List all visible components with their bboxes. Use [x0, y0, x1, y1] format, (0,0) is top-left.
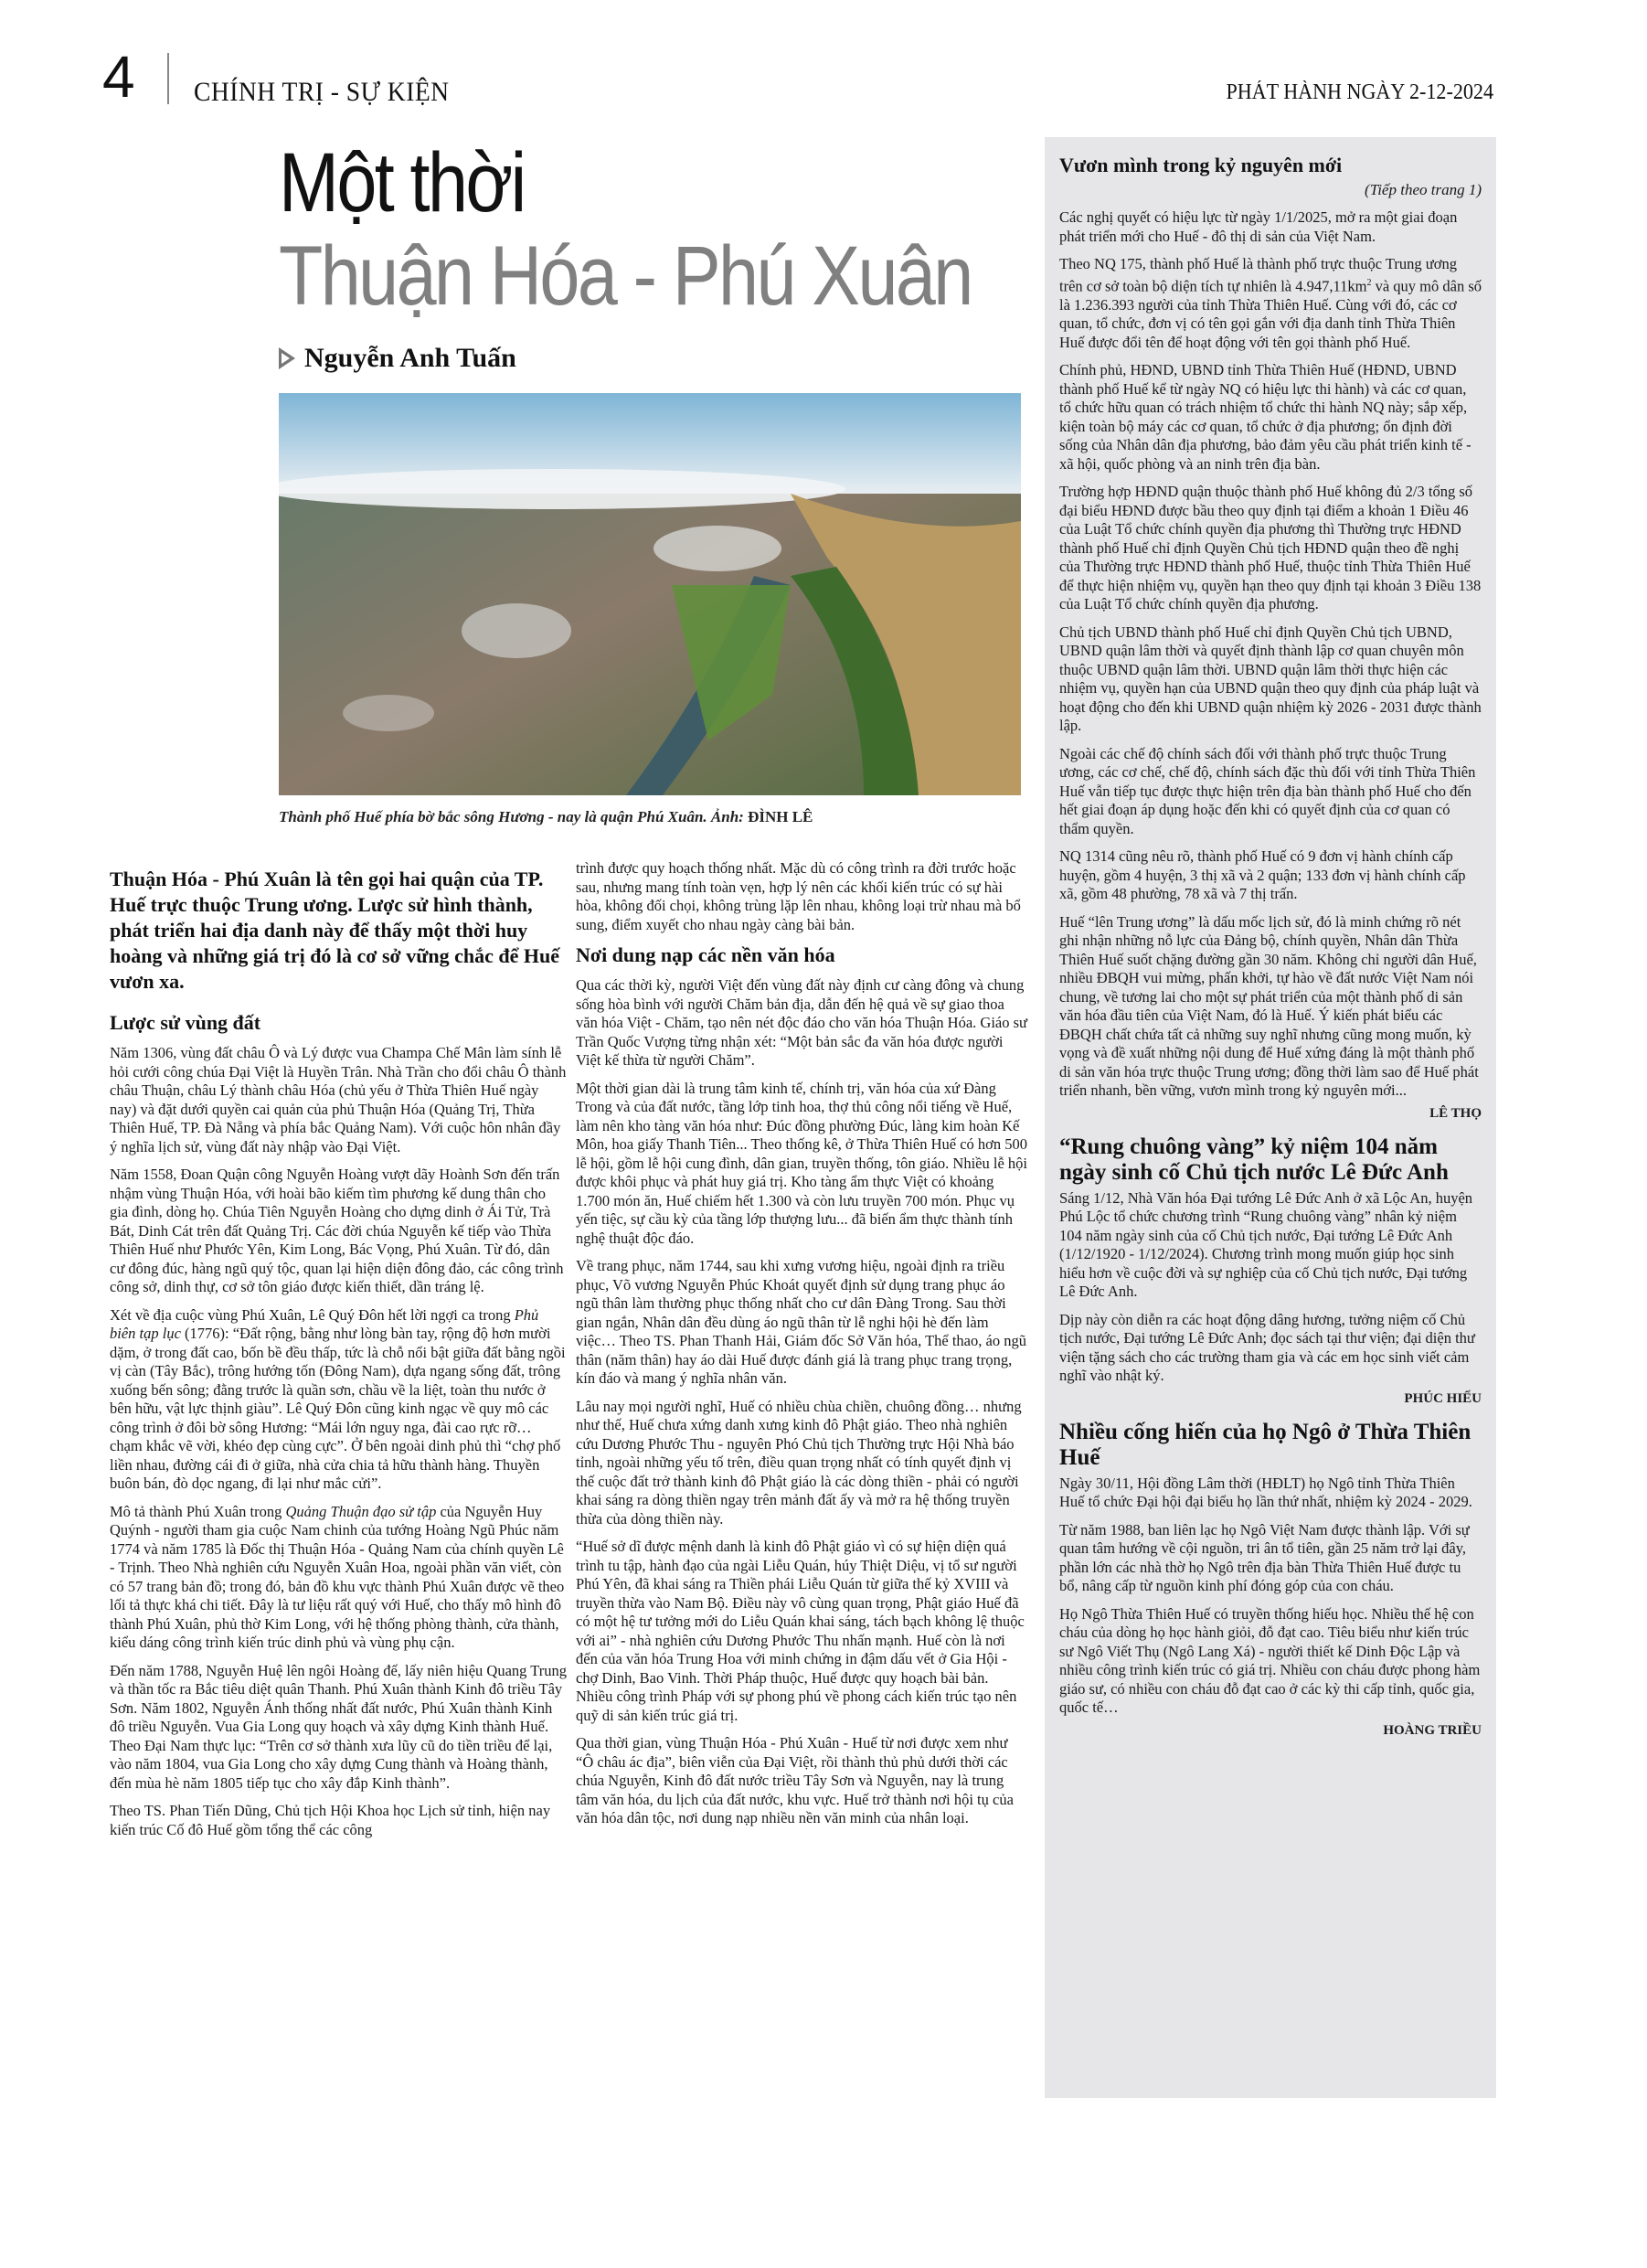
aerial-photo-hue — [279, 393, 1021, 795]
paragraph: Chủ tịch UBND thành phố Huế chỉ định Quyền Chủ tịch UBND, UBND quận lâm thời và quyết định thành lập cơ quan chuyên môn thuộc UBND quận lâm thời. UBND quận lâm thời thực hiện các nhiệm vụ, quyền hạn của UBND quận theo quy định của pháp luật và hoạt động cho đến khi UBND quận nhiệm kỳ 2026 - 2031 được thành lập. — [1059, 623, 1482, 734]
paragraph: Huế “lên Trung ương” là dấu mốc lịch sử, đó là minh chứng rõ nét ghi nhận những nỗ lực của Đảng bộ, chính quyền, Nhân dân Thừa Thiên Huế suốt chặng đường gần 30 năm. Không chỉ người dân Huế, nhiều ĐBQH vui mừng, phấn khởi, tự hào về đất nước Việt Nam nói chung, về tương lai cho một sự phát triển của một thành phố di sản văn hóa đầu tiên của Việt Nam, đó là Huế. Ý kiến phát biểu các ĐBQH chất chứa tất cả những suy nghĩ nhưng cũng mong muốn, kỳ vọng và đề xuất những nội dung để Huế xứng đáng là một thành phố di sản văn hóa trực thuộc Trung ương; đồng thời làm sao để Huế phát triển nhanh, bền vững, vươn mình trong kỷ nguyên mới... — [1059, 912, 1479, 1099]
paragraph: Các nghị quyết có hiệu lực từ ngày 1/1/2025, mở ra một giai đoạn phát triển mới cho Huế - đô thị di sản của Việt Nam. — [1059, 208, 1458, 245]
paragraph: Sáng 1/12, Nhà Văn hóa Đại tướng Lê Đức Anh ở xã Lộc An, huyện Phú Lộc tổ chức chương trình “Rung chuông vàng” nhân kỷ niệm 104 năm ngày sinh của cố Chủ tịch nước, Đại tướng Lê Đức Anh (1/12/1920 - 1/12/2024). Chương trình mong muốn giúp học sinh hiểu hơn về cuộc đời và sự nghiệp của cố Chủ tịch nước, Đại tướng Lê Đức Anh. — [1059, 1188, 1473, 1300]
sidebar-story-title: “Rung chuông vàng” kỷ niệm 104 năm ngày sinh cố Chủ tịch nước Lê Đức Anh — [1059, 1134, 1449, 1185]
sidebar-story-title: Vươn mình trong kỷ nguyên mới — [1059, 154, 1343, 176]
photo-credit: ĐÌNH LÊ — [748, 808, 813, 825]
paragraph — [110, 1503, 567, 1653]
article-column-1 — [110, 1004, 567, 1848]
author-name: Nguyễn Anh Tuấn — [304, 343, 516, 373]
release-date: PHÁT HÀNH NGÀY 2-12-2024 — [1226, 80, 1493, 104]
paragraph: Chính phủ, HĐND, UBND tỉnh Thừa Thiên Huế (HĐND, UBND thành phố Huế kể từ ngày NQ có hiệu lực thi hành) và các cơ quan, tổ chức hữu quan có trách nhiệm tổ chức thi hành NQ này; sắp xếp, kiện toàn bộ máy các cơ quan, tổ chức ở địa phương; ổn định đời sống của Nhân dân địa phương, bảo đảm yêu cầu phát triển kinh tế - xã hội, quốc phòng và an ninh trên địa bàn. — [1059, 361, 1472, 473]
text-run: Theo NQ 175, thành phố Huế là thành phố trực thuộc Trung ương trên cơ sở toàn bộ diện tích tự nhiên là 4.947,11km — [1059, 255, 1457, 294]
triangle-bullet-icon — [279, 347, 295, 369]
header-divider — [167, 53, 169, 104]
text-run: của Nguyễn Huy Quýnh - người tham gia cuộc Nam chinh của tướng Hoàng Ngũ Phúc năm 1774 và năm 1785 là Đốc thị Thuận Hóa - Quảng Nam của chính quyền Lê - Trịnh. Theo Nhà nghiên cứu Nguyễn Xuân Hoa, ngoài phần văn viết, còn có 57 trang bản đồ; trong đó, bản đồ khu vực thành Phú Xuân được vẽ theo lối tả thực khá chi tiết. Đây là tư liệu rất quý với Huế, cho thấy mô hình đô thành Phú Xuân, phủ thờ Kim Long, với hệ thống phòng thành, cửa thành, kiểu dáng công trình kiến trúc dinh phủ và vùng phụ cận. — [110, 1502, 565, 1651]
text-run: Mô tả thành Phú Xuân trong — [110, 1502, 286, 1520]
subheading-history: Lược sử vùng đất — [110, 1011, 261, 1034]
paragraph: Về trang phục, năm 1744, sau khi xưng vương hiệu, ngoài định ra triều phục, Võ vương Nguyễn Phúc Khoát quyết định sử dụng trang phục áo ngũ thân làm thường phục thống nhất cho cư dân Đàng Trong. Sau thời gian ngắn, Nhân dân đều dùng áo ngũ thân từ lễ nghi hội hè đến làm việc… Theo TS. Phan Thanh Hải, Giám đốc Sở Văn hóa, Thể thao, áo ngũ thân (năm thân) hay áo dài Huế được đánh giá là trang phục trang trọng, kín đáo và mang ý nghĩa nhân văn. — [576, 1257, 1026, 1387]
continued-note: (Tiếp theo trang 1) — [1365, 181, 1482, 198]
paragraph: Trường hợp HĐND quận thuộc thành phố Huế không đủ 2/3 tổng số đại biểu HĐND được bầu theo quy định tại điểm a khoản 1 Điều 46 của Luật Tổ chức chính quyền địa phương thì Thường trực HĐND thành phố Huế chỉ định Quyền Chủ tịch HĐND quận theo đề nghị của Thường trực HĐND thành phố Huế, thuộc tỉnh Thừa Thiên Huế để thực hiện nhiệm vụ, quyền hạn theo quy định tại khoản 3 Điều 138 của Luật Tổ chức chính quyền địa phương. — [1059, 483, 1482, 612]
article-column-2 — [576, 859, 1028, 1837]
byline — [279, 343, 516, 374]
sidebar-story-title: Nhiều cống hiến của họ Ngô ở Thừa Thiên Huế — [1059, 1419, 1472, 1470]
book-title: Quảng Thuận đạo sử tập — [285, 1502, 437, 1520]
photo-caption — [279, 808, 1021, 826]
paragraph: trình được quy hoạch thống nhất. Mặc dù có công trình ra đời trước hoặc sau, nhưng mang tính toàn vẹn, hợp lý nên các khối kiến trúc có sự hài hòa, không đối chọi, không trùng lặp lên nhau, không loại trừ nhau mà bổ sung, điểm xuyết cho nhau ngày càng bài bản. — [576, 859, 1021, 933]
paragraph: Lâu nay mọi người nghĩ, Huế có nhiều chùa chiền, chuông đồng… nhưng như thế, Huế chưa xứng danh xưng kinh đô Phật giáo. Theo nhà nghiên cứu Dương Phước Thu - nguyên Phó Chủ tịch Thường trực Hội Nhà báo tỉnh, ngoài những yếu tố trên, điều quan trọng nhất có tính quyết định vị thế cuộc đất trở thành kinh đô Phật giáo là các dòng thiền - phải có người khai sáng ra dòng thiền ngay trên mảnh đất ấy và mở ra hệ thống truyền thừa của dòng thiền này. — [576, 1397, 1022, 1528]
superscript: 2 — [1366, 277, 1372, 288]
story-author: PHÚC HIẾU — [1404, 1390, 1482, 1406]
subheading-culture: Nơi dung nạp các nền văn hóa — [576, 943, 835, 966]
headline-line2: Thuận Hóa - Phú Xuân — [279, 229, 972, 323]
text-run: và quy mô dân số là 1.236.393 người của tỉnh Thừa Thiên Huế. Cùng với đó, các cơ quan, tổ chức, đơn vị có tên gọi gắn với địa danh tỉnh Thừa Thiên Huế được đổi tên để hoạt động với tên gọi thành phố Huế. — [1059, 277, 1482, 351]
news-sidebar — [1045, 137, 1496, 2098]
caption-text: Thành phố Huế phía bờ bắc sông Hương - nay là quận Phú Xuân. Ảnh: — [279, 808, 744, 825]
paragraph: Từ năm 1988, ban liên lạc họ Ngô Việt Nam được thành lập. Với sự quan tâm hướng về cội nguồn, tri ân tổ tiên, gần 25 năm trở lại đây, phần lớn các nhà thờ họ Ngô trên địa bàn Thừa Thiên Huế được tu bổ, nâng cấp từ nguồn kinh phí đóng góp của con cháu. — [1059, 1520, 1470, 1594]
text-run: Xét về địa cuộc vùng Phú Xuân, Lê Quý Đôn hết lời ngợi ca trong — [110, 1305, 515, 1324]
headline-line1: Một thời — [279, 136, 525, 229]
photo-illustration — [279, 393, 1021, 795]
paragraph: NQ 1314 cũng nêu rõ, thành phố Huế có 9 đơn vị hành chính cấp huyện, gồm 4 huyện, 3 thị xã và 2 quận; 133 đơn vị hành chính cấp xã, gồm 48 phường, 78 xã và 7 thị trấn. — [1059, 847, 1466, 902]
paragraph: Năm 1558, Đoan Quận công Nguyễn Hoàng vượt dãy Hoành Sơn đến trấn nhậm vùng Thuận Hóa, với hoài bão kiếm tìm phương kế dung thân cho gia đình, dòng họ. Chúa Tiên Nguyễn Hoàng cho dựng dinh ở Ái Tử, Trà Bát, Dinh Cát trên đất Quảng Trị. Các đời chúa Nguyễn kế tiếp vào Thừa Thiên Huế như Phước Yên, Kim Long, Bác Vọng, Phú Xuân. Từ đó, dân cư đông đúc, hàng ngũ quý tộc, quan lại hiện diện đông đảo, các công trình công sở, dinh thự, cơ sở tôn giáo được kiến thiết, dần tráng lệ. — [110, 1166, 564, 1295]
paragraph: Ngoài các chế độ chính sách đối với thành phố trực thuộc Trung ương, các cơ chế, chế độ, chính sách đặc thù đối với tỉnh Thừa Thiên Huế vẫn tiếp tục được thực hiện trên địa bàn thành phố Huế cho đến hết giai đoạn áp dụng hoặc đến khi có quyết định của cơ quan có thẩm quyền. — [1059, 744, 1476, 837]
paragraph: Theo TS. Phan Tiến Dũng, Chủ tịch Hội Khoa học Lịch sử tỉnh, hiện nay kiến trúc Cố đô Huế gồm tổng thể các công — [110, 1802, 551, 1838]
story-author: LÊ THỌ — [1429, 1105, 1482, 1121]
paragraph: Dịp này còn diễn ra các hoạt động dâng hương, tưởng niệm cố Chủ tịch nước, Đại tướng Lê Đức Anh; đọc sách tại thư viện; đại diện thư viện tặng sách cho các trường tham gia và các em học sinh viết cảm nghĩ vào nhật ký. — [1059, 1310, 1475, 1384]
section-name: CHÍNH TRỊ - SỰ KIỆN — [194, 77, 450, 107]
text-run: (1776): “Đất rộng, bằng như lòng bàn tay, rộng độ hơn mười dặm, ở trong đất cao, bốn bề đều thấp, tức là chỗ nổi bật giữa đất bằng ngồi vị càn (Tây Bắc), trông hướng tốn (Đông Nam), dựa ngang sống đất, trông xuống bến sông; đằng trước là quần sơn, chầu về la liệt, toàn thu nước ở bên hữu, vật lực thịnh giàu”. Lê Quý Đôn cũng kinh ngạc về quy mô các công trình ở đôi bờ sông Hương: “Mái lớn nguy nga, đài cao rực rỡ… chạm khắc vẽ vời, khéo đẹp cùng cực”. Ở bên ngoài dinh phủ thì “chợ phố liền nhau, đường cái đi ở giữa, nhà cửa chia tả hữu thành hàng. Thuyền buôn bán, đò dọc ngang, đi lại như mắc cửi”. — [110, 1325, 566, 1492]
paragraph — [110, 1306, 567, 1494]
paragraph: Một thời gian dài là trung tâm kinh tế, chính trị, văn hóa của xứ Đàng Trong và của đất nước, tầng lớp tinh hoa, thợ thủ công nổi tiếng về Huế, làm nên kho tàng văn hóa như: Đúc đồng phường Đúc, làng kim hoàn Kế Môn, hoa giấy Thanh Tiên... Theo thống kê, ở Thừa Thiên Huế có hơn 500 lễ hội, gồm lễ hội cung đình, dân gian, truyền thống, tôn giáo. Nhiều lễ hội được khôi phục và phát huy giá trị. Kho tàng ẩm thực Việt có khoảng 1.700 món ăn, Huế chiếm hết 1.300 và còn lưu truyền 700 món. Phục vụ yến tiệc, sự cầu kỳ của tầng lớp thượng lưu... đã biến ẩm thực thành tính nghệ thuật độc đáo. — [576, 1079, 1028, 1247]
paragraph: Đến năm 1788, Nguyễn Huệ lên ngôi Hoàng đế, lấy niên hiệu Quang Trung và thần tốc ra Bắc tiêu diệt quân Thanh. Phú Xuân thành Kinh đô triều Tây Sơn. Năm 1802, Nguyễn Ánh thống nhất đất nước, Phú Xuân thành Kinh đô triều Nguyễn. Vua Gia Long quy hoạch và xây dựng Kinh thành Huế. Theo Đại Nam thực lục: “Trên cơ sở thành xưa lũy cũ do tiền triều để lại, vào năm 1804, vua Gia Long cho xây dựng Cung thành và Hoàng thành, đến mùa hè năm 1805 tiếp tục cho xây đắp Kinh thành”. — [110, 1661, 567, 1792]
paragraph: Qua thời gian, vùng Thuận Hóa - Phú Xuân - Huế từ nơi được xem như “Ô châu ác địa”, biên viễn của Đại Việt, rồi thành thủ phủ dưới thời các chúa Nguyễn, Kinh đô đất nước triều Tây Sơn và Nguyễn, nay là trung tâm văn hóa, du lịch của đất nước, khu vực. Huế trở thành nơi hội tụ của văn hóa dân tộc, nơi dung nạp nhiều nền văn minh của nhân loại. — [576, 1734, 1014, 1826]
paragraph: “Huế sở dĩ được mệnh danh là kinh đô Phật giáo vì có sự hiện diện quá trình tu tập, hành đạo của ngài Liễu Quán, húy Thiệt Diệu, vị tổ sư người Phú Yên, đã khai sáng ra Thiền phái Liễu Quán từ giữa thế kỷ XVIII và truyền thừa vào Nam Bộ. Điều này vô cùng quan trọng, Phật giáo Huế đã có một hệ tư tưởng mới do Liễu Quán khai sáng, tách bạch không lệ thuộc với ai” - nhà nghiên cứu Dương Phước Thu nhấn mạnh. Huế còn là nơi đến của văn hóa Trung Hoa với minh chứng in đậm dấu vết ở Gia Hội - chợ Dinh, Bao Vinh. Thời Pháp thuộc, Huế được quy hoạch bài bản. Nhiều công trình Pháp với sự phong phú về phong cách kiến trúc tạo nên quỹ di sản kiến trúc giá trị. — [576, 1538, 1025, 1724]
paragraph: Ngày 30/11, Hội đồng Lâm thời (HĐLT) họ Ngô tỉnh Thừa Thiên Huế tổ chức Đại hội đại biểu họ lần thứ nhất, nhiệm kỳ 2024 - 2029. — [1059, 1474, 1472, 1510]
paragraph: Họ Ngô Thừa Thiên Huế có truyền thống hiếu học. Nhiều thế hệ con cháu của dòng họ học hành giỏi, đỗ đạt cao. Tiêu biểu như kiến trúc sư Ngô Viết Thụ (Ngô Lang Xá) - người thiết kế Dinh Độc Lập và nhiều công trình kiến trúc có giá trị. Nhiều con cháu được phong hàm giáo sư, có nhiều con cháu đỗ đạt cao ở các kỳ thi cấp tỉnh, quốc gia, quốc tế… — [1059, 1604, 1481, 1716]
paragraph: Năm 1306, vùng đất châu Ô và Lý được vua Champa Chế Mân làm sính lễ hỏi cưới công chúa Đại Việt là Huyền Trân. Nhà Trần cho đổi châu Ô thành châu Thuận, châu Lý thành châu Hóa (chủ yếu ở Thừa Thiên Huế ngày nay) và đặt dưới quyền cai quản của phủ Thuận Hóa (Quảng Trị, Thừa Thiên Huế, TP. Đà Nẵng và phía bắc Quảng Nam). Với cuộc hôn nhân đầy ý nghĩa lịch sử, vùng đất này nhập vào Đại Việt. — [110, 1044, 567, 1155]
paragraph — [1059, 255, 1482, 352]
article-lead: Thuận Hóa - Phú Xuân là tên gọi hai quận của TP. Huế trực thuộc Trung ương. Lược sử hình thành, phát triển hai địa danh này để thấy một thời huy hoàng và những giá trị đó là cơ sở vững chắc để Huế vươn xa. — [110, 868, 560, 993]
page-number: 4 — [102, 44, 135, 110]
story-author: HOÀNG TRIỀU — [1383, 1722, 1482, 1738]
paragraph: Qua các thời kỳ, người Việt đến vùng đất này định cư càng đông và chung sống hòa bình với người Chăm bản địa, dẫn đến hệ quả về sự giao thoa văn hóa Việt - Chăm, tạo nên nét độc đáo cho văn hóa Thuận Hóa. Giáo sư Trần Quốc Vượng từng nhận xét: “Một bản sắc đa văn hóa được người Việt kế thừa từ người Chăm”. — [576, 976, 1027, 1069]
book-title: Phủ biên tạp lục — [110, 1305, 539, 1342]
